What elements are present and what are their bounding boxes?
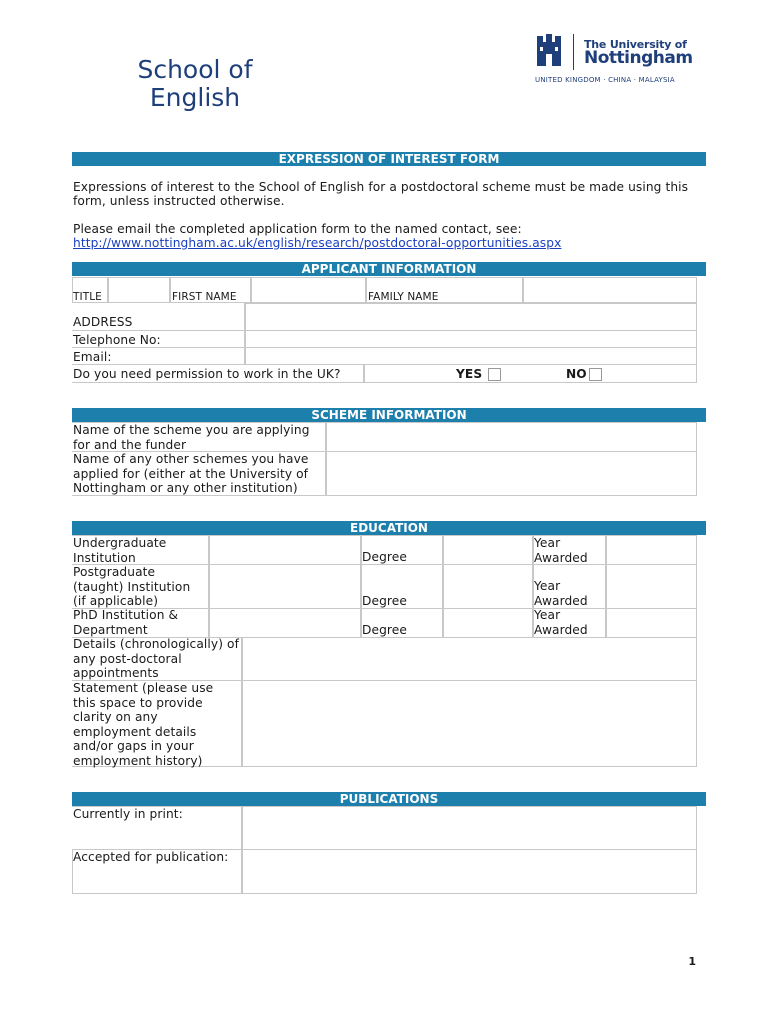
permission-label-cell [72, 365, 364, 383]
phd-institution-input[interactable] [209, 609, 361, 638]
ug-label: Undergraduate Institution [73, 536, 167, 565]
phd-year-input[interactable] [606, 609, 697, 638]
postdoctoral-link[interactable]: http://www.nottingham.ac.uk/english/research/postdoctoral-opportunities.aspx [73, 236, 562, 250]
pg-degree-label: Degree [362, 594, 407, 608]
permission-answer-cell [364, 365, 697, 383]
phd-degree-input[interactable] [443, 609, 533, 638]
school-title-line1: School of [137, 55, 253, 84]
phd-year-label: Year Awarded [534, 608, 588, 637]
phd-degree-label: Degree [362, 623, 407, 637]
no-label: NO [566, 367, 587, 381]
other-schemes-input[interactable] [326, 452, 697, 496]
university-crest-icon [535, 32, 571, 70]
email-label-cell [72, 348, 245, 365]
page-number: 1 [688, 955, 696, 968]
scheme-name-label: Name of the scheme you are applying for and the funder [73, 423, 310, 452]
postdoc-input[interactable] [242, 638, 697, 681]
telephone-input[interactable] [245, 331, 697, 348]
family-name-label: FAMILY NAME [368, 291, 439, 303]
address-label-cell [72, 303, 245, 331]
scheme-info-bar: SCHEME INFORMATION [72, 408, 706, 422]
title-input[interactable] [108, 277, 170, 303]
first-name-input[interactable] [251, 277, 366, 303]
address-input[interactable] [245, 303, 697, 331]
logo-line1: The University of [584, 38, 687, 51]
statement-input[interactable] [242, 681, 697, 767]
postdoc-label: Details (chronologically) of any post-doctoral appointments [73, 637, 239, 680]
email-input[interactable] [245, 348, 697, 365]
telephone-label: Telephone No: [73, 333, 161, 347]
intro-text: Expressions of interest to the School of English for a postdoctoral scheme must be made using this form, unless instructed otherwise. [73, 180, 689, 208]
permission-label: Do you need permission to work in the UK? [73, 367, 341, 381]
yes-checkbox[interactable] [488, 368, 501, 381]
in-print-label: Currently in print: [73, 807, 183, 821]
first-name-label: FIRST NAME [172, 291, 237, 303]
yes-label: YES [456, 367, 483, 381]
pg-label: Postgraduate (taught) Institution (if applicable) [73, 565, 191, 608]
ug-year-input[interactable] [606, 535, 697, 565]
no-checkbox[interactable] [589, 368, 602, 381]
applicant-info-bar: APPLICANT INFORMATION [72, 262, 706, 276]
scheme-name-input[interactable] [326, 422, 697, 452]
logo-divider [573, 34, 574, 70]
address-label: ADDRESS [73, 315, 133, 329]
ug-institution-input[interactable] [209, 535, 361, 565]
accepted-label: Accepted for publication: [73, 850, 229, 864]
in-print-input[interactable] [242, 806, 697, 850]
title-label: TITLE [73, 291, 102, 303]
telephone-label-cell [72, 331, 245, 348]
school-title-line2: English [149, 83, 241, 112]
other-schemes-label: Name of any other schemes you have applied for (either at the University of Nottingham or any other institution) [73, 452, 309, 495]
pg-year-label: Year Awarded [534, 579, 588, 608]
pg-year-input[interactable] [606, 565, 697, 609]
ug-year-label: Year Awarded [534, 536, 588, 565]
ug-degree-label: Degree [362, 550, 407, 564]
form-title-bar: EXPRESSION OF INTEREST FORM [72, 152, 706, 166]
phd-label: PhD Institution & Department [73, 608, 179, 637]
statement-label: Statement (please use this space to provide clarity on any employment details and/or gaps in your employment history) [73, 681, 214, 768]
school-title [110, 56, 280, 112]
pg-institution-input[interactable] [209, 565, 361, 609]
family-name-input[interactable] [523, 277, 697, 303]
publications-bar: PUBLICATIONS [72, 792, 706, 806]
accepted-input[interactable] [242, 850, 697, 894]
ug-degree-input[interactable] [443, 535, 533, 565]
email-label: Email: [73, 350, 112, 364]
logo-subtitle: UNITED KINGDOM · CHINA · MALAYSIA [535, 76, 675, 84]
email-instructions: Please email the completed application form to the named contact, see: [73, 222, 522, 236]
pg-degree-input[interactable] [443, 565, 533, 609]
education-bar: EDUCATION [72, 521, 706, 535]
logo-line2: Nottingham [584, 48, 693, 68]
